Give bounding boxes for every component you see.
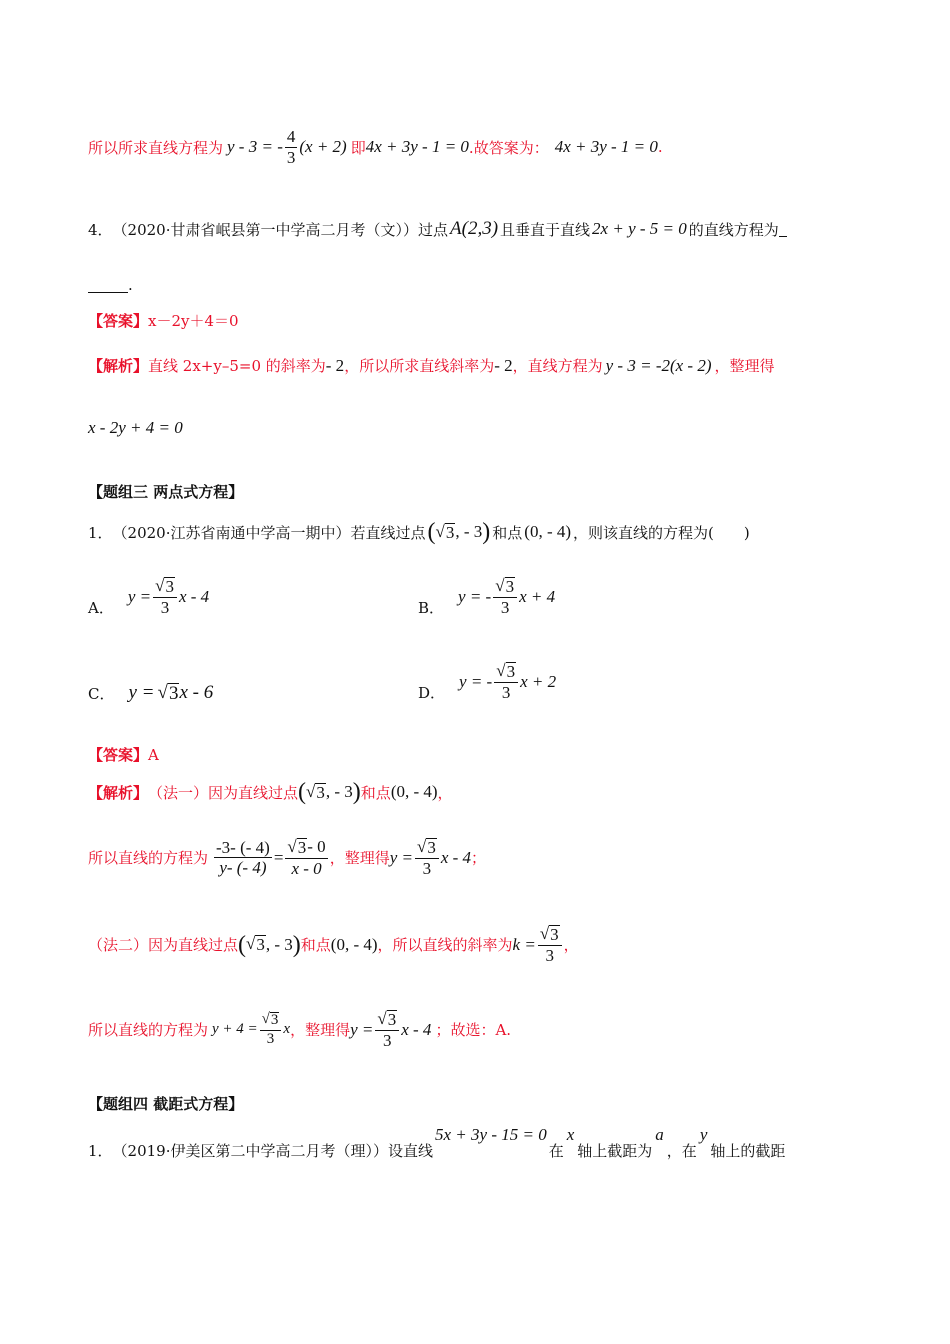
option-d-fraction <box>494 662 518 702</box>
equals-sign: = <box>273 847 284 867</box>
sqrt-sign: √ 3 <box>306 781 325 802</box>
q4-analysis-text3: ，直线方程为 <box>512 357 603 375</box>
sqrt-sign: √ 3 <box>377 1009 397 1029</box>
g3q1-text2: 和点 <box>492 523 523 542</box>
g4q1-source: （2019·伊美区第二中学高二月考（理）） <box>112 1142 388 1160</box>
sqrt-sign: √ 3 <box>287 837 307 857</box>
q4-answer-blank <box>779 222 787 237</box>
sqrt-sign: √ 3 <box>496 660 516 681</box>
g4q1-axis-x: x <box>566 1125 575 1144</box>
q4-source: （2020·甘肃省岷县第一中学高二月考（文）） <box>112 220 418 239</box>
q4-result: x - 2y + 4 = 0 <box>88 418 183 437</box>
option-c-sqrt: √ 3 <box>157 681 179 704</box>
fraction-denominator: y- (- 4) <box>219 858 267 878</box>
point1-rest: , - 3 <box>265 934 293 954</box>
sqrt-sign: √ 3 <box>435 521 455 542</box>
method2-point2: (0, - 4) <box>330 934 378 954</box>
option-c-tail: x - 6 <box>179 682 214 703</box>
q4-point: A(2,3) <box>450 218 499 239</box>
option-a[interactable] <box>88 575 209 618</box>
q3-prefix-text: 所以所求直线方程为 <box>88 138 224 157</box>
q4-text2: 且垂直于直线 <box>500 220 591 239</box>
q4-answer-value: x－2y＋4＝0 <box>148 312 239 330</box>
sqrt-radicand: 3 <box>297 838 307 857</box>
result-fraction <box>415 838 439 878</box>
q4-text1: 过点 <box>418 220 449 239</box>
paren-open: ( <box>427 519 436 545</box>
q4-period: . <box>128 276 133 294</box>
q3-fraction: $\frac{4}{3}$ <box>286 127 296 167</box>
paren-open: ( <box>298 779 307 805</box>
g4q1-text1: 设直线 <box>388 1142 434 1160</box>
sqrt-radicand: 3 <box>445 522 455 542</box>
analysis-comma: ， <box>437 783 453 802</box>
tidy-text: ，整理得 <box>329 849 390 868</box>
sqrt-radicand: 3 <box>506 661 516 681</box>
q4-answer-label: 【答案】 <box>88 312 149 330</box>
g4q1-text3: 轴上截距为 <box>577 1142 653 1160</box>
option-a-fraction <box>153 577 177 617</box>
sqrt-sign: √ 3 <box>495 575 515 596</box>
point1-rest: , - 3 <box>455 522 483 541</box>
fraction-numerator-rest: - 0 <box>307 837 326 856</box>
q4-analysis-label: 【解析】 <box>88 357 149 375</box>
q4-result-line <box>88 418 183 438</box>
line4-res-lhs: y = <box>350 1019 374 1039</box>
sqrt-radicand: 3 <box>387 1010 397 1029</box>
paren-close: ) <box>352 779 361 805</box>
q4-analysis-text4: ，整理得 <box>714 357 775 375</box>
q4-number: 4． <box>88 220 113 239</box>
point1-rest: , - 3 <box>325 782 353 801</box>
g4q1-text2: 在 <box>548 1142 564 1160</box>
result-lhs: y = <box>389 847 413 867</box>
g3q1-text1: 若直线过点 <box>350 523 426 542</box>
option-d[interactable] <box>418 660 556 703</box>
g3q1-number: 1． <box>88 523 113 542</box>
sqrt-radicand: 3 <box>427 838 436 857</box>
line4-prefix: 所以直线的方程为 <box>88 1021 209 1040</box>
option-b-letter: B． <box>418 599 445 617</box>
q3-eq-paren: (x + 2) <box>299 137 347 157</box>
line4-res-fraction <box>375 1010 399 1050</box>
paren-close: ) <box>482 519 491 545</box>
line4-tidy: ，整理得 <box>290 1021 351 1040</box>
option-c[interactable] <box>88 682 213 704</box>
q4-blank-line <box>88 276 133 294</box>
q4-analysis-text2: ，所以所求直线斜率为 <box>344 357 495 375</box>
q3-mid2: .故答案为： <box>468 138 549 157</box>
method2-k-lhs: k = <box>512 934 536 954</box>
result-semicolon: ； <box>471 849 487 868</box>
q3-eq2: 4x + 3y - 1 = 0 <box>365 137 469 157</box>
sqrt-radicand: 3 <box>316 782 325 802</box>
g3q1-answer-value: A <box>148 745 159 764</box>
q4-analysis-text1: 直线 2x+y–5=0 的斜率为 <box>148 357 326 375</box>
result-tail: x - 4 <box>440 847 472 867</box>
option-a-tail: x - 4 <box>178 586 210 606</box>
sqrt-sign: √ 3 <box>539 924 559 944</box>
g4q1-line-eq: 5x + 3y - 15 = 0 <box>435 1125 547 1144</box>
fraction-denominator: 3 <box>383 1030 392 1050</box>
group3-title <box>88 481 243 502</box>
fraction-denominator: 3 <box>266 1030 275 1047</box>
method2-text: （法二）因为直线过点 <box>88 936 239 955</box>
q4-slope2: - 2 <box>494 355 513 375</box>
q3-end: . <box>657 138 663 157</box>
fraction-numerator: -3- (- 4) <box>216 837 270 857</box>
group4-title <box>88 1093 243 1114</box>
g3q1-point2: (0, - 4) <box>524 522 572 541</box>
q4-answer-line <box>88 310 239 331</box>
option-d-lhs: y = - <box>459 671 493 691</box>
eq4-lhs: y + 4 = <box>212 1021 258 1038</box>
g4q1-a: a <box>655 1125 664 1144</box>
method2-point1 <box>238 933 301 957</box>
fraction-denominator: x - 0 <box>291 858 322 878</box>
paren-open: ( <box>238 931 247 958</box>
g3q1-text3: ，则该直线的方程为( ) <box>573 523 750 542</box>
sqrt-sign: √ 3 <box>246 934 265 955</box>
q4-line-equation: y - 3 = -2(x - 2) <box>605 355 712 375</box>
q4-slope1: - 2 <box>325 355 345 375</box>
fraction-denominator: 3 <box>545 945 554 965</box>
g4q1-text5: 轴上的截距 <box>710 1142 786 1160</box>
g4q1-text4: ，在 <box>666 1142 697 1160</box>
q3-mid1: 即 <box>350 138 366 157</box>
analysis-point2: (0, - 4) <box>390 782 438 801</box>
g4q1-axis-y: y <box>699 1125 708 1144</box>
sqrt-radicand: 3 <box>165 576 174 596</box>
g3q1-answer-line <box>88 744 159 765</box>
sqrt-sign: √ 3 <box>261 1011 279 1029</box>
q4-text3: 的直线方程为 <box>688 220 779 239</box>
eq4-fraction <box>260 1012 282 1048</box>
g4q1-question-line <box>88 1125 785 1161</box>
g3q1-point1 <box>428 520 491 544</box>
g3q1-answer-label: 【答案】 <box>88 746 149 764</box>
q3-eq3: 4x + 3y - 1 = 0 <box>554 137 658 157</box>
option-b-tail: x + 4 <box>519 586 556 606</box>
fraction-denominator: 3 <box>422 858 432 878</box>
q4-question-line <box>88 218 787 240</box>
g3q1-method1-text: （法一）因为直线过点 <box>148 783 299 802</box>
g3q1-analysis-label: 【解析】 <box>88 783 149 802</box>
g3q1-analysis-line2 <box>88 838 486 878</box>
sqrt-sign: √ 3 <box>155 575 174 596</box>
g3q1-analysis-line4 <box>88 1010 511 1050</box>
option-c-lhs: y = <box>128 682 155 703</box>
paren-close: ) <box>292 931 301 958</box>
sqrt-radicand: 3 <box>168 682 179 704</box>
analysis-and: 和点 <box>360 783 391 802</box>
fraction-denominator: 3 <box>500 597 510 617</box>
q4-analysis-line <box>88 355 775 376</box>
sqrt-radicand: 3 <box>550 925 559 944</box>
line2-prefix: 所以直线的方程为 <box>88 849 209 868</box>
option-b-lhs: y = - <box>458 586 492 606</box>
sqrt-radicand: 3 <box>505 576 515 596</box>
option-b-fraction <box>493 577 517 617</box>
analysis-point1 <box>298 780 361 804</box>
option-c-letter: C． <box>88 684 115 703</box>
method2-slope-text: ，所以直线的斜率为 <box>377 936 513 955</box>
q4-answer-blank-2 <box>88 278 128 293</box>
sqrt-radicand: 3 <box>270 1012 279 1029</box>
q3-conclusion-line <box>88 128 663 167</box>
group4-title-text: 【题组四 截距式方程】 <box>88 1095 244 1113</box>
conclusion-text: ；故选：A. <box>435 1021 512 1040</box>
g3q1-analysis-line3 <box>88 925 579 965</box>
g3q1-source: （2020·江苏省南通中学高一期中） <box>112 523 351 542</box>
option-a-letter: A． <box>88 599 114 617</box>
sqrt-sign: √ 3 <box>416 837 436 857</box>
method2-comma: ， <box>563 936 579 955</box>
option-d-tail: x + 2 <box>520 671 557 691</box>
two-point-fraction-right <box>285 838 327 878</box>
method2-k-fraction <box>538 925 562 965</box>
eq4-tail: x <box>283 1021 291 1038</box>
method2-and: 和点 <box>300 936 331 955</box>
line4-res-tail: x - 4 <box>401 1019 432 1039</box>
q3-eq-left: y - 3 = - <box>227 137 283 157</box>
group3-title-text: 【题组三 两点式方程】 <box>88 483 244 501</box>
sqrt-radicand: 3 <box>256 935 265 955</box>
option-a-lhs: y = <box>127 586 152 606</box>
g3q1-question-line <box>88 520 750 544</box>
q4-line-eq: 2x + y - 5 = 0 <box>592 219 687 238</box>
fraction-denominator: 3 <box>160 597 170 617</box>
option-b[interactable] <box>418 575 555 618</box>
g3q1-analysis-line1 <box>88 780 453 804</box>
fraction-denominator: 3 <box>501 682 511 702</box>
two-point-fraction-left <box>214 839 272 878</box>
g4q1-number: 1． <box>88 1142 113 1160</box>
option-d-letter: D． <box>418 684 446 702</box>
